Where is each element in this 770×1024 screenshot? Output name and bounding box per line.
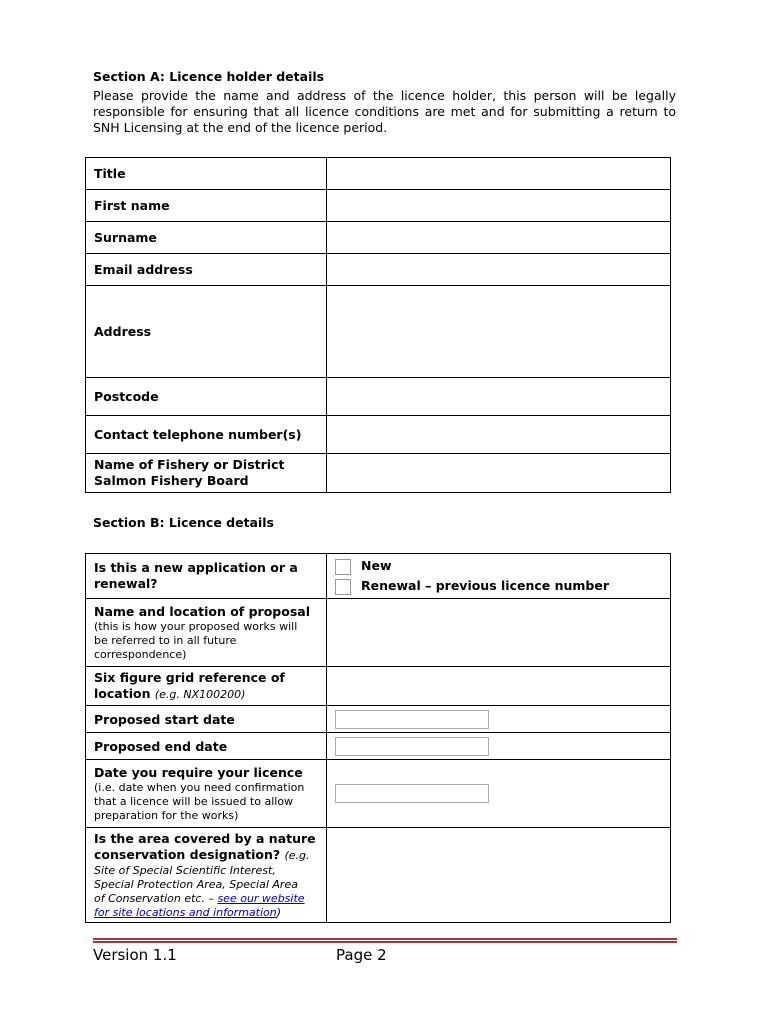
option-new bbox=[335, 556, 662, 576]
title-field[interactable] bbox=[327, 158, 671, 190]
website-link-1[interactable]: see our website bbox=[217, 891, 305, 905]
fishery-field[interactable] bbox=[327, 454, 671, 493]
first-name-field[interactable] bbox=[327, 190, 671, 222]
new-checkbox[interactable] bbox=[335, 559, 351, 575]
require-date-input[interactable] bbox=[335, 784, 489, 803]
designation-field[interactable] bbox=[327, 828, 671, 923]
end-date-input[interactable] bbox=[335, 737, 489, 756]
designation-question: conservation designation? bbox=[94, 846, 281, 862]
section-a-intro: Please provide the name and address of the licence holder, this person will be legally responsible for ensuring that all licence conditions are met and for submitting a return to SNH Licensing at the end of the licence period. bbox=[93, 88, 676, 135]
footer-rule-top bbox=[93, 938, 677, 940]
designation-note-3-text: of Conservation etc. – bbox=[94, 891, 214, 905]
postcode-field[interactable] bbox=[327, 378, 671, 416]
end-date-label: Proposed end date bbox=[86, 733, 327, 760]
new-renewal-label-line2: renewal? bbox=[94, 576, 158, 591]
start-date-cell bbox=[327, 706, 671, 733]
require-date-label bbox=[86, 760, 327, 828]
licence-details-table bbox=[85, 553, 671, 923]
fishery-label-line1: Name of Fishery or District bbox=[94, 457, 285, 472]
designation-note-1: Site of Special Scientific Interest, bbox=[94, 863, 276, 877]
surname-label: Surname bbox=[86, 222, 327, 254]
first-name-label: First name bbox=[86, 190, 327, 222]
designation-eg: (e.g. bbox=[284, 848, 310, 862]
start-date-input[interactable] bbox=[335, 710, 489, 729]
designation-note-2: Special Protection Area, Special Area bbox=[94, 877, 298, 891]
surname-field[interactable] bbox=[327, 222, 671, 254]
footer-version: Version 1.1 bbox=[93, 946, 177, 964]
licence-holder-table bbox=[85, 157, 671, 493]
postcode-label: Postcode bbox=[86, 378, 327, 416]
grid-ref-field[interactable] bbox=[327, 667, 671, 706]
name-location-note-3: correspondence) bbox=[94, 647, 187, 661]
end-date-cell bbox=[327, 733, 671, 760]
name-location-note-1: (this is how your proposed works will bbox=[94, 619, 298, 633]
grid-ref-line2 bbox=[94, 686, 318, 703]
new-renewal-field bbox=[327, 554, 671, 599]
grid-ref-example: (e.g. NX100200) bbox=[154, 687, 246, 701]
option-new-label: New bbox=[361, 558, 392, 573]
address-label: Address bbox=[86, 286, 327, 378]
new-renewal-label bbox=[86, 554, 327, 599]
section-a-heading: Section A: Licence holder details bbox=[93, 69, 325, 84]
name-location-title: Name and location of proposal bbox=[94, 603, 310, 619]
telephone-field[interactable] bbox=[327, 416, 671, 454]
designation-label bbox=[86, 828, 327, 923]
require-date-note-2: that a licence will be issued to allow bbox=[94, 794, 294, 808]
grid-ref-location-word: location bbox=[94, 685, 151, 701]
require-date-note-3: preparation for the works) bbox=[94, 808, 239, 822]
option-renewal-label: Renewal – previous licence number bbox=[361, 578, 610, 593]
website-link-2[interactable]: for site locations and information bbox=[94, 905, 277, 919]
footer-page: Page 2 bbox=[336, 946, 387, 964]
email-field[interactable] bbox=[327, 254, 671, 286]
name-location-note-2: be referred to in all future bbox=[94, 633, 237, 647]
require-date-cell bbox=[327, 760, 671, 828]
designation-close-paren: ) bbox=[276, 905, 282, 919]
title-label: Title bbox=[86, 158, 327, 190]
grid-ref-line1: Six figure grid reference of bbox=[94, 669, 285, 685]
designation-line1: Is the area covered by a nature bbox=[94, 830, 316, 846]
fishery-label bbox=[86, 454, 327, 493]
telephone-label: Contact telephone number(s) bbox=[86, 416, 327, 454]
footer-rule-bottom bbox=[93, 941, 677, 943]
fishery-label-line2: Salmon Fishery Board bbox=[94, 473, 249, 488]
name-location-label bbox=[86, 599, 327, 667]
require-date-note-1: (i.e. date when you need confirmation bbox=[94, 780, 305, 794]
email-label: Email address bbox=[86, 254, 327, 286]
section-b-heading: Section B: Licence details bbox=[93, 515, 274, 530]
name-location-field[interactable] bbox=[327, 599, 671, 667]
address-field[interactable] bbox=[327, 286, 671, 378]
require-date-title: Date you require your licence bbox=[94, 764, 303, 780]
designation-line2 bbox=[94, 847, 318, 864]
designation-note-4 bbox=[94, 906, 318, 920]
new-renewal-label-line1: Is this a new application or a bbox=[94, 560, 298, 575]
option-renewal bbox=[335, 576, 662, 596]
renewal-checkbox[interactable] bbox=[335, 579, 351, 595]
grid-ref-label bbox=[86, 667, 327, 706]
start-date-label: Proposed start date bbox=[86, 706, 327, 733]
designation-note-3 bbox=[94, 892, 318, 906]
